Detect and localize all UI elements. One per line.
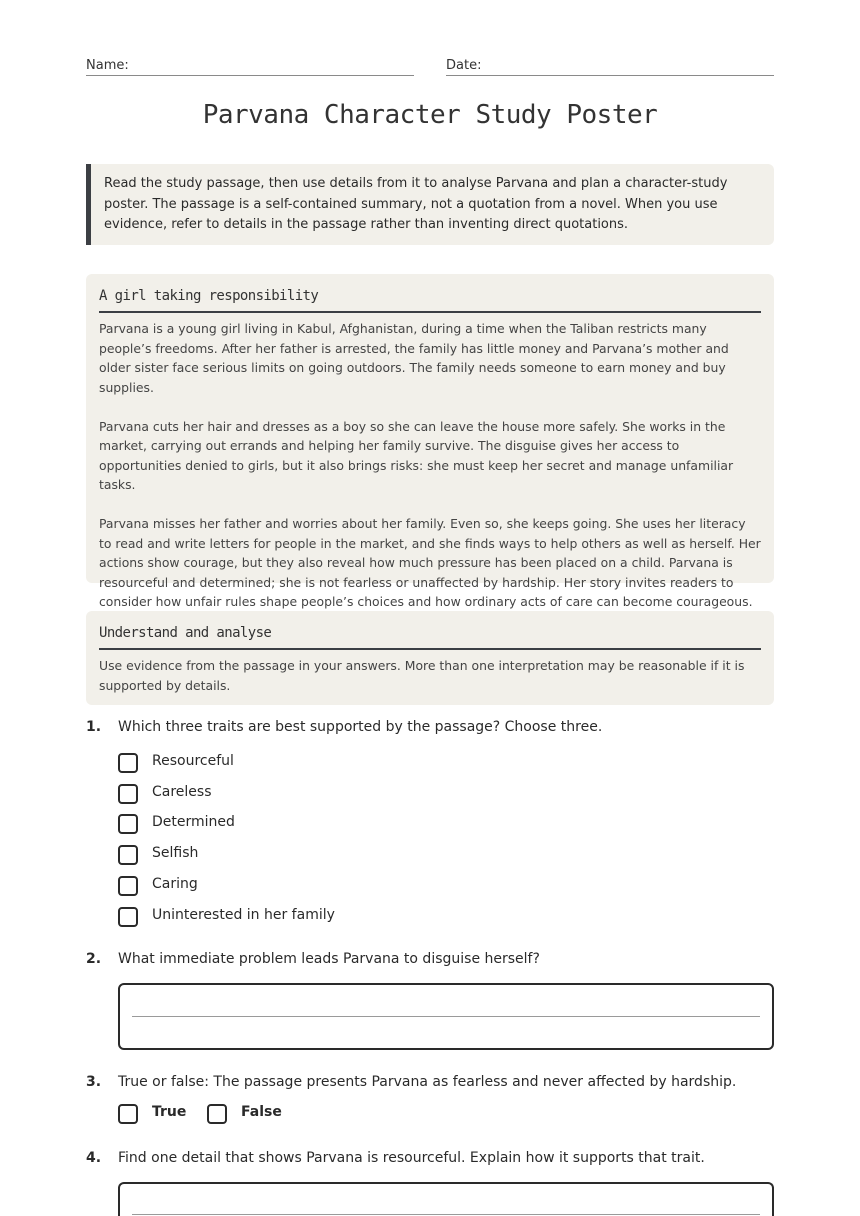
option-label: True xyxy=(152,1104,187,1120)
option-label: Caring xyxy=(152,876,198,892)
question-number: 3. xyxy=(86,1074,102,1090)
answer-box-q2[interactable] xyxy=(118,983,774,1050)
analyse-panel xyxy=(86,611,774,705)
option-label: Careless xyxy=(152,784,212,800)
option-label: Selfish xyxy=(152,845,199,861)
checkbox[interactable] xyxy=(118,753,138,773)
study-passage-panel xyxy=(86,274,774,609)
name-field[interactable] xyxy=(86,54,414,76)
question-text: Which three traits are best supported by the passage? Choose three. xyxy=(118,719,603,735)
checkbox[interactable] xyxy=(207,1104,227,1124)
name-label: Name: xyxy=(86,58,129,73)
answer-line xyxy=(132,1214,760,1215)
question-number: 2. xyxy=(86,951,102,967)
page-title: Parvana Character Study Poster xyxy=(202,100,658,130)
intro-callout: Read the study passage, then use details from it to analyse Parvana and plan a character-study poster. The passage is a self-contained summary, not a quotation from a novel. When you use evidence, refer to details in the passage rather than inventing direct quotations. xyxy=(86,164,774,245)
option-label: False xyxy=(241,1104,282,1120)
answer-box-q4[interactable] xyxy=(118,1182,774,1216)
analyse-instructions: Use evidence from the passage in your answers. More than one interpretation may be reasonable if it is supported by details. xyxy=(99,658,745,693)
answer-line xyxy=(132,1016,760,1017)
question-text: What immediate problem leads Parvana to disguise herself? xyxy=(118,951,540,967)
option-label: Uninterested in her family xyxy=(152,907,335,923)
question-number: 4. xyxy=(86,1150,102,1166)
date-label: Date: xyxy=(446,58,482,73)
passage-paragraph: Parvana misses her father and worries about her family. Even so, she keeps going. She uses her literacy to read and write letters for people in the market, and she finds ways to help others as well as herself. Her actions show courage, but they also reveal how much pressure has been placed on a child. Parvana is resourceful and determined; she is not fearless or unaffected by hardship. Her story invites readers to consider how unfair rules shape people’s choices and how ordinary acts of care can become courageous. xyxy=(99,516,761,609)
question-text: Find one detail that shows Parvana is resourceful. Explain how it supports that trait. xyxy=(118,1150,705,1166)
passage-paragraph: Parvana cuts her hair and dresses as a boy so she can leave the house more safely. She works in the market, carrying out errands and helping her family survive. The disguise gives her access to opportunities denied to girls, but it also brings risks: she must keep her secret and manage unfamiliar tasks. xyxy=(99,418,734,492)
checkbox[interactable] xyxy=(118,876,138,896)
checkbox[interactable] xyxy=(118,784,138,804)
option-label: Determined xyxy=(152,814,235,830)
checkbox[interactable] xyxy=(118,907,138,927)
passage-heading: A girl taking responsibility xyxy=(99,288,761,313)
passage-paragraph: Parvana is a young girl living in Kabul, Afghanistan, during a time when the Taliban restricts many people’s freedoms. After her father is arrested, the family has little money and Parvana’s mother and older sister face serious limits on going outdoors. The family needs someone to earn money and buy supplies. xyxy=(99,321,729,395)
option-label: Resourceful xyxy=(152,753,234,769)
question-text: True or false: The passage presents Parvana as fearless and never affected by hardship. xyxy=(118,1074,737,1090)
checkbox[interactable] xyxy=(118,1104,138,1124)
date-field[interactable] xyxy=(446,54,774,76)
checkbox[interactable] xyxy=(118,814,138,834)
name-date-row xyxy=(86,54,774,76)
analyse-heading: Understand and analyse xyxy=(99,625,761,650)
question-number: 1. xyxy=(86,719,102,735)
checkbox[interactable] xyxy=(118,845,138,865)
